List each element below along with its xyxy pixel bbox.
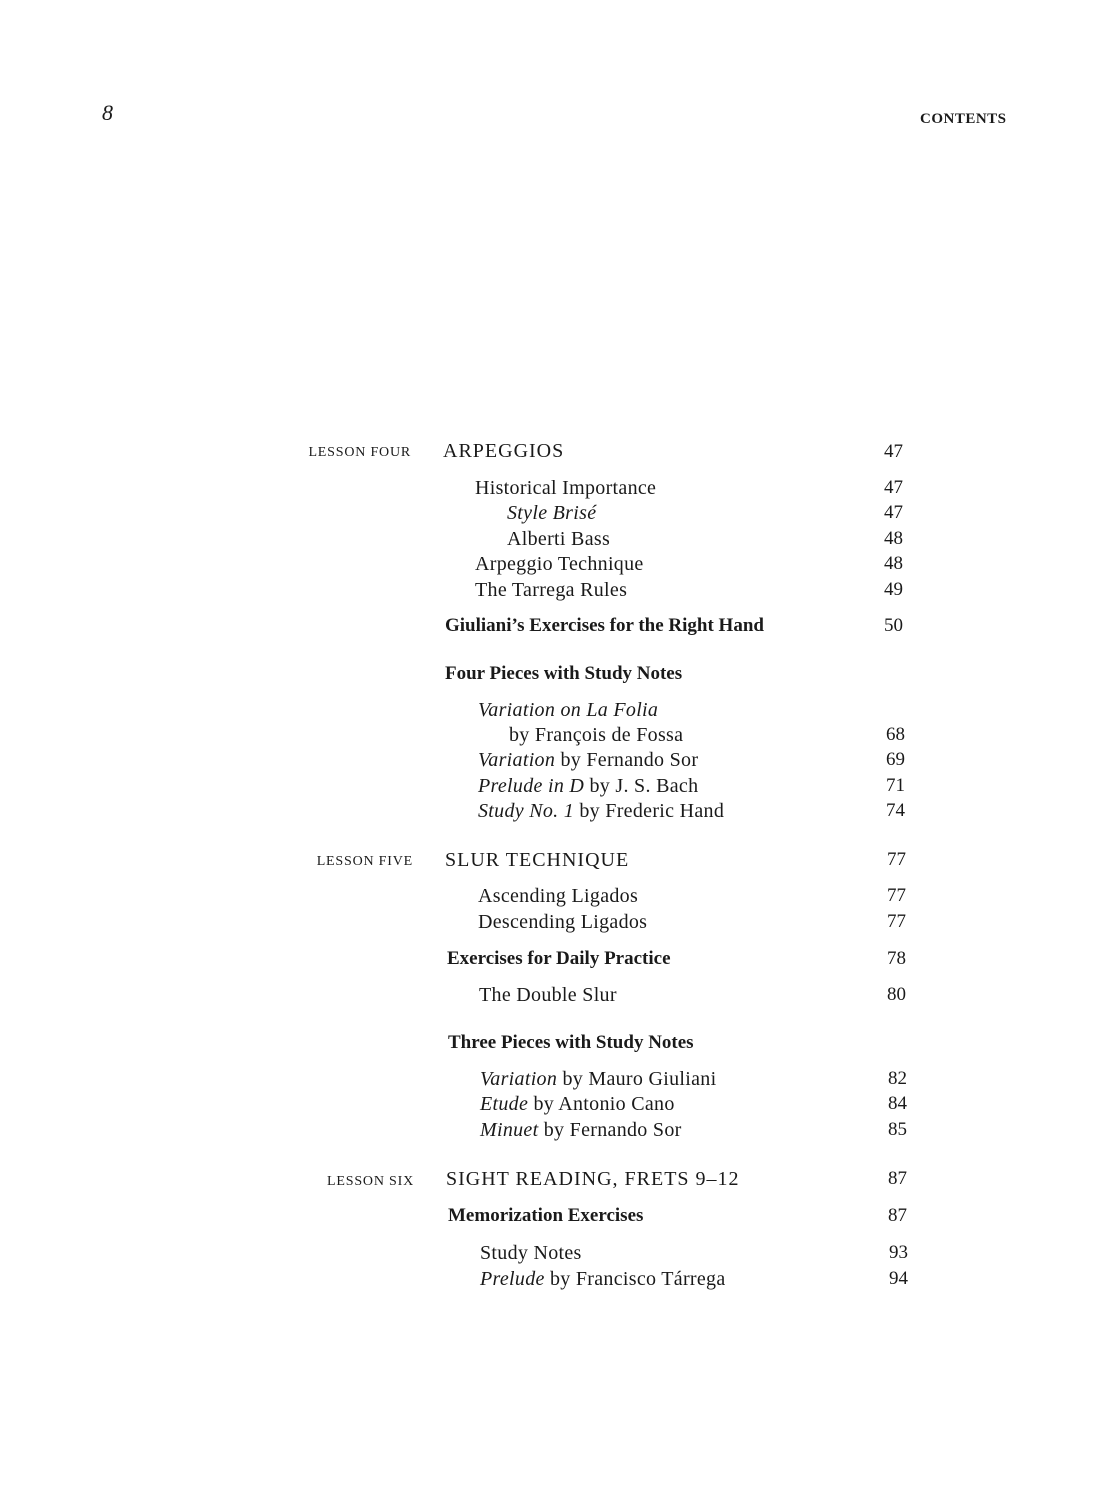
entry-rest: by Francisco Tárrega: [544, 1268, 726, 1290]
page-ref: 49: [884, 579, 903, 600]
section-heading: Three Pieces with Study Notes: [448, 1032, 694, 1053]
toc-entry: Study Notes: [480, 1242, 582, 1264]
page-ref: 50: [884, 615, 903, 636]
toc-entry: [480, 1267, 726, 1291]
italic-title: Variation on La Folia: [478, 699, 659, 721]
page-ref: 77: [887, 849, 906, 870]
page-ref: 78: [887, 948, 906, 969]
section-heading: Giuliani’s Exercises for the Right Hand: [445, 615, 764, 636]
entry-rest: by J. S. Bach: [584, 775, 699, 797]
toc-entry: The Tarrega Rules: [475, 579, 628, 601]
italic-title: Variation: [480, 1068, 558, 1090]
toc-entry: Descending Ligados: [478, 911, 648, 933]
toc-entry: [480, 1118, 682, 1142]
italic-title: Study No. 1: [478, 800, 575, 822]
entry-rest: by Mauro Giuliani: [557, 1068, 717, 1090]
lesson-label: LESSON FIVE: [316, 854, 413, 869]
section-heading: Memorization Exercises: [448, 1205, 644, 1226]
lesson-title: ARPEGGIOS: [443, 440, 565, 462]
page-ref: 85: [888, 1119, 907, 1140]
italic-title: Etude: [480, 1093, 529, 1115]
page-ref: 77: [887, 885, 906, 906]
entry-rest: by Fernando Sor: [555, 749, 699, 771]
toc-entry: [480, 1067, 716, 1091]
section-heading: Four Pieces with Study Notes: [445, 663, 683, 684]
page-ref: 87: [888, 1168, 907, 1189]
page-ref: 87: [888, 1205, 907, 1226]
page-ref: 69: [886, 749, 905, 770]
page-ref: 48: [884, 528, 903, 549]
page-ref: 77: [887, 911, 906, 932]
page-ref: 47: [884, 477, 903, 498]
toc-entry: Ascending Ligados: [478, 885, 639, 907]
toc-entry: [480, 1092, 675, 1116]
italic-title: Style Brisé: [507, 502, 597, 524]
page-ref: 47: [884, 441, 903, 462]
italic-title: Variation: [478, 749, 556, 771]
entry-rest: by Fernando Sor: [538, 1119, 682, 1141]
page-ref: 68: [886, 724, 905, 745]
toc-entry: [507, 501, 596, 525]
toc-entry: The Double Slur: [479, 984, 617, 1006]
toc-entry: Historical Importance: [475, 477, 657, 499]
entry-rest: by Frederic Hand: [574, 800, 725, 822]
lesson-label: LESSON SIX: [327, 1174, 414, 1189]
entry-rest: by Antonio Cano: [528, 1093, 675, 1115]
page-ref: 94: [889, 1268, 908, 1289]
page-ref: 80: [887, 984, 906, 1005]
toc-entry: Arpeggio Technique: [475, 553, 644, 575]
toc-entry: by François de Fossa: [509, 724, 684, 746]
toc-entry: [478, 774, 698, 798]
lesson-label: LESSON FOUR: [308, 445, 411, 460]
page-ref: 71: [886, 775, 905, 796]
running-head: CONTENTS: [920, 111, 1007, 127]
toc-entry: [478, 698, 658, 722]
page-number: 8: [102, 100, 113, 125]
section-heading: Exercises for Daily Practice: [447, 948, 671, 969]
page-ref: 93: [889, 1242, 908, 1263]
lesson-title: SLUR TECHNIQUE: [445, 849, 630, 871]
toc-entry: Alberti Bass: [507, 528, 611, 550]
page-ref: 84: [888, 1093, 907, 1114]
toc-entry: [478, 799, 724, 823]
italic-title: Minuet: [480, 1119, 539, 1141]
italic-title: Prelude in D: [478, 775, 585, 797]
page-ref: 48: [884, 553, 903, 574]
toc-entry: [478, 748, 698, 772]
italic-title: Prelude: [480, 1268, 545, 1290]
page-ref: 47: [884, 502, 903, 523]
lesson-title: SIGHT READING, FRETS 9–12: [446, 1168, 740, 1190]
page-ref: 74: [886, 800, 905, 821]
page-ref: 82: [888, 1068, 907, 1089]
